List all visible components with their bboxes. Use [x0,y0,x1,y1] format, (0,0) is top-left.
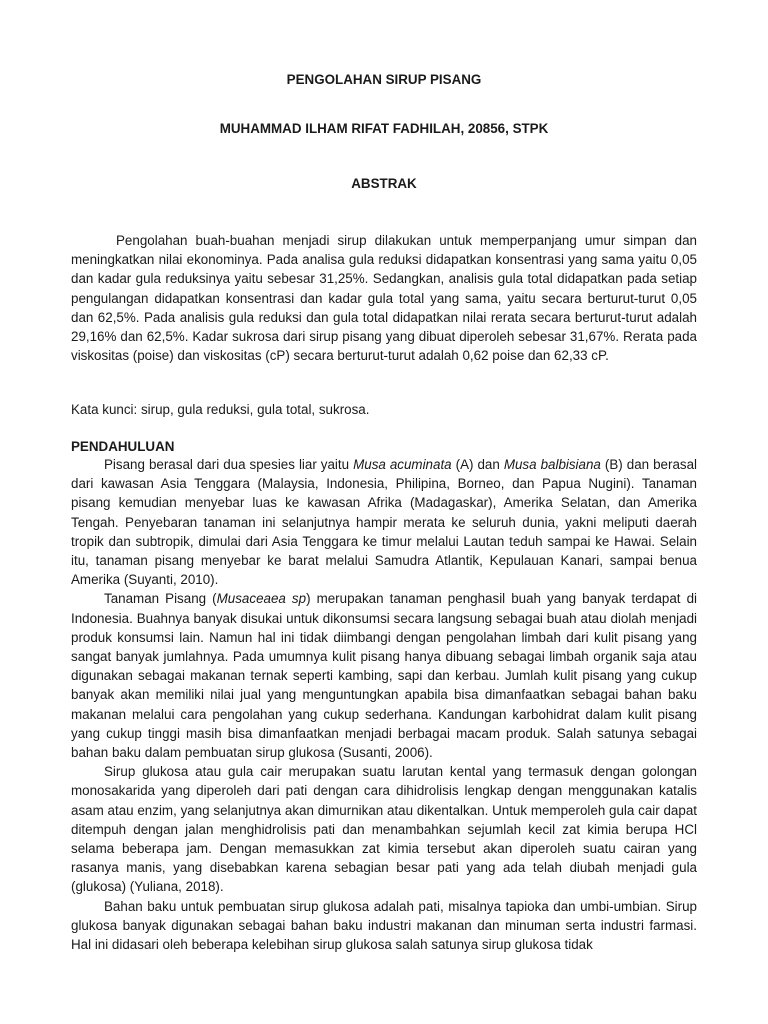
intro-paragraph-2: Tanaman Pisang (Musaceaea sp) merupakan tanaman penghasil buah yang banyak terdapat di Indonesia. Buahnya banyak disukai untuk dikonsumsi secara langsung sebagai buah atau diolah menjadi produk konsumsi lain. Namun hal ini tidak diimbangi dengan pengolahan limbah dari kulit pisang yang sangat banyak jumlahnya. Pada umumnya kulit pisang hanya dibuang sebagai limbah organik saja atau digunakan sebagai makanan ternak seperti kambing, sapi dan kerbau. Jumlah kulit pisang yang cukup banyak akan memiliki nilai jual yang menguntungkan apabila bisa dimanfaatkan sebagai bahan baku makanan melalui cara pengolahan yang cukup sederhana. Kandungan karbohidrat dalam kulit pisang yang cukup tinggi masih bisa dimanfaatkan menjadi berbagai macam produk. Salah satunya sebagai bahan baku dalam pembuatan sirup glukosa (Susanti, 2006). [71,591,698,761]
author-line: MUHAMMAD ILHAM RIFAT FADHILAH, 20856, STPK [219,121,549,136]
section-heading-pendahuluan: PENDAHULUAN [71,439,175,454]
abstract-paragraph: Pengolahan buah-buahan menjadi sirup dilakukan untuk memperpanjang umur simpan dan meningkatkan nilai ekonominya. Pada analisa gula reduksi didapatkan konsentrasi yang sama yaitu 0,05 dan kadar gula reduksinya yaitu sebesar 31,25%. Sedangkan, analisis gula total didapatkan pada setiap pengulangan didapatkan konsentrasi dan kadar gula total yang sama, yaitu secara berturut-turut 0,05 dan 62,5%. Pada analisis gula reduksi dan gula total didapatkan nilai rerata secara berturut-turut adalah 29,16% dan 62,5%. Kadar sukrosa dari sirup pisang yang dibuat diperoleh sebesar 31,67%. Rerata pada viskositas (poise) dan viskositas (cP) secara berturut-turut adalah 0,62 poise dan 62,33 cP. [71,233,697,364]
document-title: PENGOLAHAN SIRUP PISANG [286,72,482,87]
intro-paragraph-4: Bahan baku untuk pembuatan sirup glukosa adalah pati, misalnya tapioka dan umbi-umbian. Sirup glukosa banyak digunakan sebagai bahan baku industri makanan dan minuman serta industri farmasi. Hal ini didasari oleh beberapa kelebihan sirup glukosa salah satunya sirup glukosa tidak [71,898,697,953]
abstract-heading: ABSTRAK [351,176,417,191]
intro-paragraph-3: Sirup glukosa atau gula cair merupakan suatu larutan kental yang termasuk dengan golongan monosakarida yang diperoleh dari pati dengan cara dihidrolisis lengkap dengan menggunakan katalis asam atau enzim, yang selanjutnya akan dimurnikan atau dikentalkan. Untuk memperoleh gula cair dapat ditempuh dengan jalan menghidrolisis pati dan menambahkan sejumlah kecil zat kimia berupa HCl selama beberapa jam. Dengan memasukkan zat kimia tersebut akan diperoleh suatu cairan yang rasanya manis, yang disebabkan karena sebagian besar pati yang ada telah diubah menjadi gula (glukosa) (Yuliana, 2018). [71,764,697,895]
keywords-line: Kata kunci: sirup, gula reduksi, gula total, sukrosa. [71,402,370,417]
intro-paragraph-1: Pisang berasal dari dua spesies liar yaitu Musa acuminata (A) dan Musa balbisiana (B) dan berasal dari kawasan Asia Tenggara (Malaysia, Indonesia, Philipina, Borneo, dan Papua Nugini). Tanaman pisang kemudian menyebar luas ke kawasan Afrika (Madagaskar), Amerika Selatan, dan Amerika Tengah. Penyebaran tanaman ini selanjutnya hampir merata ke seluruh dunia, yakni meliputi daerah tropik dan subtropik, dimulai dari Asia Tenggara ke timur melalui Lautan teduh sampai ke Hawai. Selain itu, tanaman pisang menyebar ke barat melalui Samudra Atlantik, Kepulauan Kanari, sampai benua Amerika (Suyanti, 2010). [71,457,698,588]
introduction-body [71,455,697,954]
